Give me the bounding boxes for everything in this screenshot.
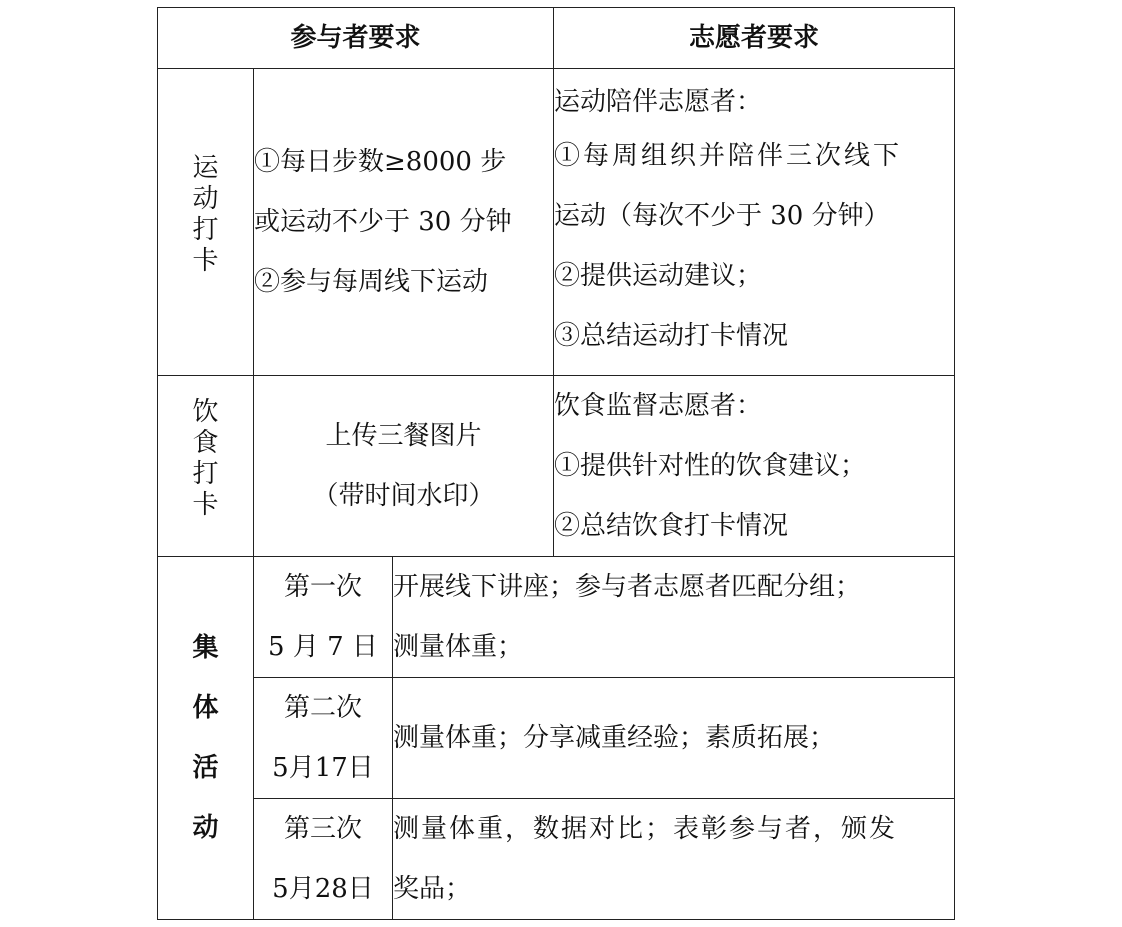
diet-checkin-label: 饮食打卡: [192, 397, 219, 520]
session-content-cell: [393, 678, 955, 799]
exercise-checkin-label: 运动打卡: [192, 153, 219, 276]
exercise-volunteer-cell: [554, 69, 955, 376]
exercise-label-cell: [158, 69, 254, 376]
exercise-volunteer-line: ①每周组织并陪伴三次线下: [554, 141, 903, 171]
exercise-participant-line: ②参与每周线下运动: [254, 267, 489, 297]
session-content-line: 测量体重；分享减重经验；素质拓展；: [393, 723, 836, 753]
diet-participant-line: （带时间水印）: [312, 481, 495, 511]
participant-requirements-header: 参与者要求: [158, 8, 554, 69]
session-name: 第二次: [283, 693, 362, 723]
session-date: 5 月 7 日: [268, 632, 378, 662]
exercise-volunteer-line: 运动（每次不少于 30 分钟）: [554, 201, 890, 231]
group-session-row: [158, 557, 955, 678]
diet-volunteer-cell: [554, 376, 955, 557]
diet-participant-cell: [254, 376, 554, 557]
exercise-participant-cell: [254, 69, 554, 376]
header-row: [158, 8, 955, 69]
session-cell: [254, 799, 393, 920]
session-content-line: 奖品；: [393, 874, 472, 904]
session-date: 5月17日: [272, 753, 374, 783]
volunteer-requirements-header: 志愿者要求: [554, 8, 955, 69]
group-label-cell: [158, 557, 254, 920]
diet-volunteer-line: ②总结饮食打卡情况: [554, 511, 789, 541]
session-content-line: 测量体重，数据对比；表彰参与者，颁发: [393, 814, 898, 844]
requirements-table: [157, 7, 955, 920]
session-date: 5月28日: [272, 874, 374, 904]
diet-volunteer-line: ①提供针对性的饮食建议；: [554, 451, 867, 481]
exercise-participant-line: 或运动不少于 30 分钟: [254, 207, 512, 237]
exercise-volunteer-line: ③总结运动打卡情况: [554, 321, 789, 351]
diet-volunteer-line: 饮食监督志愿者：: [554, 391, 763, 421]
session-content-line: 开展线下讲座；参与者志愿者匹配分组；: [393, 572, 862, 602]
session-cell: [254, 678, 393, 799]
session-content-cell: [393, 557, 955, 678]
diet-participant-line: 上传三餐图片: [325, 421, 482, 451]
group-activity-label: 集体活动: [192, 633, 219, 843]
diet-label-cell: [158, 376, 254, 557]
session-name: 第一次: [283, 572, 362, 602]
exercise-volunteer-line: ②提供运动建议；: [554, 261, 763, 291]
session-cell: [254, 557, 393, 678]
exercise-volunteer-line: 运动陪伴志愿者：: [554, 87, 763, 117]
group-session-row: [158, 799, 955, 920]
session-content-cell: [393, 799, 955, 920]
exercise-row: [158, 69, 955, 376]
session-content-line: 测量体重；: [393, 632, 524, 662]
group-session-row: [158, 678, 955, 799]
exercise-participant-line: ①每日步数≥8000 步: [254, 147, 507, 177]
session-name: 第三次: [283, 814, 362, 844]
diet-row: [158, 376, 955, 557]
